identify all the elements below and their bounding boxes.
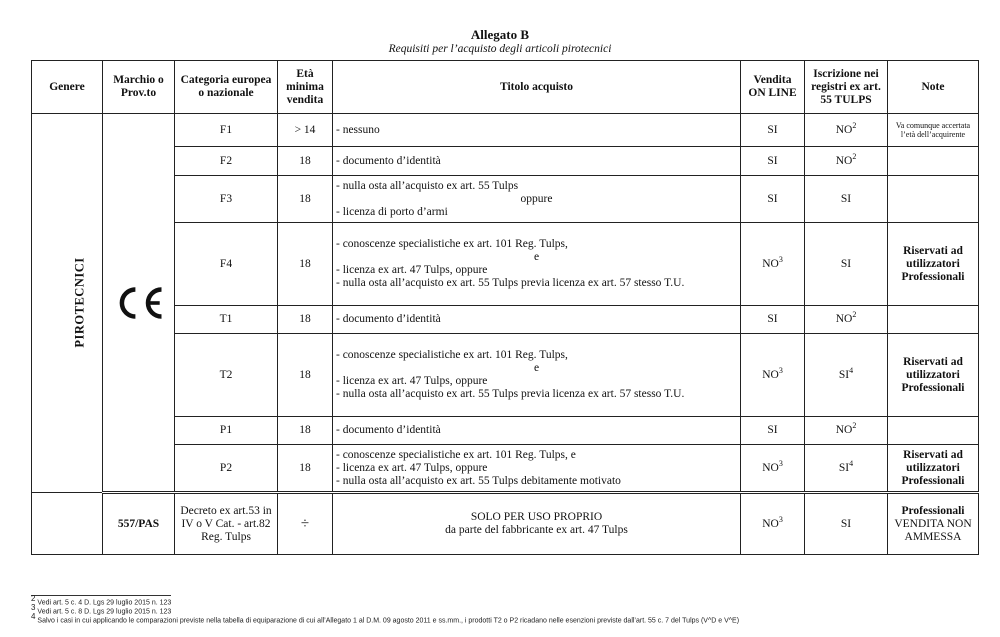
iscrizione-value: SI: [840, 257, 852, 270]
marchio-cell-557pas: 557/PAS: [103, 493, 175, 555]
table-row-557pas: [32, 493, 979, 555]
column-header-titolo: Titolo acquisto: [333, 61, 741, 114]
categoria-cell-f3: F3: [175, 176, 278, 223]
column-header-iscrizione: Iscrizione nei registri ex art. 55 TULPS: [805, 61, 888, 114]
column-header-genere: Genere: [32, 61, 103, 114]
iscrizione-cell-t2: [805, 334, 888, 417]
requirements-table: [31, 60, 979, 555]
table-header-row: [32, 61, 979, 114]
iscrizione-value: SI: [840, 192, 852, 205]
categoria-cell-p1: P1: [175, 417, 278, 445]
eta-cell-p2: 18: [278, 445, 333, 493]
titolo-line: - licenza di porto d’armi: [336, 205, 448, 218]
iscrizione-footnote-ref: 2: [852, 120, 857, 130]
titolo-cell-t1: [333, 306, 741, 334]
column-header-vendita-online: Vendita ON LINE: [741, 61, 805, 114]
iscrizione-footnote-ref: 2: [852, 421, 857, 431]
vendita-online-cell-t2: [741, 334, 805, 417]
column-header-marchio: Marchio o Prov.to: [103, 61, 175, 114]
titolo-line: oppure: [520, 192, 553, 205]
table-row-f2: [32, 147, 979, 176]
vendita-online-cell-f3: [741, 176, 805, 223]
eta-cell-division: ÷: [278, 493, 333, 555]
vendita-online-value: SI: [767, 192, 778, 205]
iscrizione-value: NO: [835, 313, 853, 325]
vendita-online-value: NO: [762, 368, 779, 381]
genere-label: PIROTECNICI: [72, 257, 87, 348]
iscrizione-cell-p1: [805, 417, 888, 445]
table-row-p2: [32, 445, 979, 493]
note-cell-t2: Riservati ad utilizzatori Professionali: [888, 334, 979, 417]
iscrizione-value: NO: [835, 123, 853, 136]
titolo-line: - nessuno: [336, 123, 380, 136]
categoria-cell-t1: T1: [175, 306, 278, 334]
footnote-3: $^3$ Vedi art. 5 c. 8 D. Lgs 29 luglio 2015 n. 123: [31, 602, 172, 616]
categoria-cell-f1: F1: [175, 114, 278, 147]
note-cell-f3: [888, 176, 979, 223]
ce-mark-icon: [112, 285, 166, 321]
genere-cell-empty: [32, 493, 103, 555]
iscrizione-cell-f3: [805, 176, 888, 223]
eta-cell-p1: 18: [278, 417, 333, 445]
table-row-t2: [32, 334, 979, 417]
eta-cell-t2: 18: [278, 334, 333, 417]
document-heading: [0, 28, 1000, 56]
note-cell-p2: Riservati ad utilizzatori Professionali: [888, 445, 979, 493]
iscrizione-cell-f2: [805, 147, 888, 176]
vendita-online-footnote-ref: 3: [778, 254, 783, 264]
categoria-cell-f4: F4: [175, 223, 278, 306]
footnotes: [31, 595, 991, 625]
titolo-cell-p1: [333, 417, 741, 445]
titolo-line: - conoscenze specialistiche ex art. 101 Reg. Tulps,: [336, 238, 568, 250]
note-cell-f2: [888, 147, 979, 176]
iscrizione-cell-f1: [805, 114, 888, 147]
column-header-note: Note: [888, 61, 979, 114]
note-cell-p1: [888, 417, 979, 445]
vendita-online-cell-f2: [741, 147, 805, 176]
table-row-p1: [32, 417, 979, 445]
titolo-cell-f2: [333, 147, 741, 176]
titolo-line: e: [533, 362, 540, 374]
vendita-online-value: SI: [767, 154, 778, 167]
titolo-line-1: SOLO PER USO PROPRIO: [470, 511, 603, 523]
vendita-online-cell-t1: [741, 306, 805, 334]
eta-cell-f4: 18: [278, 223, 333, 306]
iscrizione-footnote-ref: 2: [852, 151, 857, 161]
table-row-f3: [32, 176, 979, 223]
vendita-online-footnote-ref: 3: [778, 365, 783, 375]
iscrizione-value: SI: [838, 368, 850, 381]
titolo-cell-f1: [333, 114, 741, 147]
iscrizione-footnote-ref: 2: [852, 310, 857, 320]
eta-cell-f2: 18: [278, 147, 333, 176]
eta-cell-f1: > 14: [278, 114, 333, 147]
titolo-line-2: da parte del fabbricante ex art. 47 Tulps: [445, 524, 628, 536]
titolo-line: - nulla osta all’acquisto ex art. 55 Tulps debitamente motivato: [336, 474, 621, 487]
vendita-online-cell: [741, 493, 805, 555]
titolo-cell-t2: [333, 334, 741, 417]
iscrizione-cell-t1: [805, 306, 888, 334]
vendita-online-value: SI: [767, 313, 778, 325]
titolo-cell-p2: [333, 445, 741, 493]
vendita-online-sup: 3: [778, 514, 783, 524]
iscrizione-value: NO: [835, 154, 853, 167]
table-row-f4: [32, 223, 979, 306]
note-cell-f4: Riservati ad utilizzatori Professionali: [888, 223, 979, 306]
note-cell-t1: [888, 306, 979, 334]
titolo-line: - documento d’identità: [336, 154, 441, 167]
vendita-online-value: NO: [762, 517, 779, 530]
note-cell-vendita-non-ammessa: [888, 493, 979, 555]
vendita-online-value: NO: [762, 461, 779, 474]
vendita-online-value: SI: [767, 424, 778, 436]
titolo-line: - nulla osta all’acquisto ex art. 55 Tulps: [336, 179, 519, 192]
titolo-line: - conoscenze specialistiche ex art. 101 Reg. Tulps,: [336, 349, 568, 361]
vendita-online-cell-p2: [741, 445, 805, 493]
marchio-cell-ce: [103, 114, 175, 493]
table-row-t1: [32, 306, 979, 334]
table-row-f1: [32, 114, 979, 147]
note-cell-f1: Va comunque accertata l’età dell’acquirente: [888, 114, 979, 147]
document-title: Allegato B: [470, 27, 530, 42]
vendita-online-cell-p1: [741, 417, 805, 445]
titolo-line: - documento d’identità: [336, 313, 441, 325]
vendita-online-value: NO: [762, 257, 779, 270]
column-header-eta: Età minima vendita: [278, 61, 333, 114]
titolo-line: - licenza ex art. 47 Tulps, oppure: [336, 461, 488, 474]
eta-cell-f3: 18: [278, 176, 333, 223]
titolo-line: - licenza ex art. 47 Tulps, oppure: [336, 375, 488, 387]
titolo-line: - nulla osta all’acquisto ex art. 55 Tulps previa licenza ex art. 57 stesso T.U.: [336, 277, 685, 289]
titolo-cell-uso-proprio: [333, 493, 741, 555]
footnote-rule: [31, 595, 171, 596]
iscrizione-footnote-ref: 4: [849, 458, 854, 468]
note-line-1: Professionali: [901, 504, 965, 517]
column-header-categoria: Categoria europea o nazionale: [175, 61, 278, 114]
categoria-cell-decreto: Decreto ex art.53 in IV o V Cat. - art.82 Reg. Tulps: [175, 493, 278, 555]
footnote-4: $^4$ Salvo i casi in cui applicando le comparazioni previste nella tabella di equiparazione di cui all’Allegato 1 al D.M. 09 agosto 2011 e ss.mm., i prodotti T2 o P2 ricadano nelle esenzioni previste dall’art. 55 c. 7 del Tulps (V^D e V^E): [31, 611, 740, 624]
iscrizione-cell-f4: [805, 223, 888, 306]
footnote-2: $^2$ Vedi art. 5 c. 4 D. Lgs 29 luglio 2015 n. 123: [31, 594, 172, 607]
iscrizione-cell-p2: [805, 445, 888, 493]
titolo-line: - documento d’identità: [336, 424, 441, 436]
vendita-online-cell-f4: [741, 223, 805, 306]
genere-cell: [32, 114, 103, 493]
iscrizione-footnote-ref: 4: [849, 365, 854, 375]
titolo-line: - nulla osta all’acquisto ex art. 55 Tulps previa licenza ex art. 57 stesso T.U.: [336, 388, 685, 400]
titolo-line: - licenza ex art. 47 Tulps, oppure: [336, 264, 488, 276]
titolo-cell-f4: [333, 223, 741, 306]
iscrizione-cell: SI: [805, 493, 888, 555]
note-line-2: VENDITA NON AMMESSA: [894, 517, 972, 543]
iscrizione-value: SI: [838, 461, 850, 474]
vendita-online-cell-f1: [741, 114, 805, 147]
titolo-cell-f3: [333, 176, 741, 223]
categoria-cell-t2: T2: [175, 334, 278, 417]
iscrizione-value: NO: [835, 424, 853, 436]
vendita-online-footnote-ref: 3: [778, 458, 783, 468]
eta-cell-t1: 18: [278, 306, 333, 334]
vendita-online-value: SI: [767, 123, 778, 136]
document-subtitle: Requisiti per l’acquisto degli articoli pirotecnici: [388, 43, 612, 55]
titolo-line: e: [533, 251, 540, 263]
categoria-cell-p2: P2: [175, 445, 278, 493]
titolo-line: - conoscenze specialistiche ex art. 101 Reg. Tulps, e: [336, 448, 576, 461]
categoria-cell-f2: F2: [175, 147, 278, 176]
